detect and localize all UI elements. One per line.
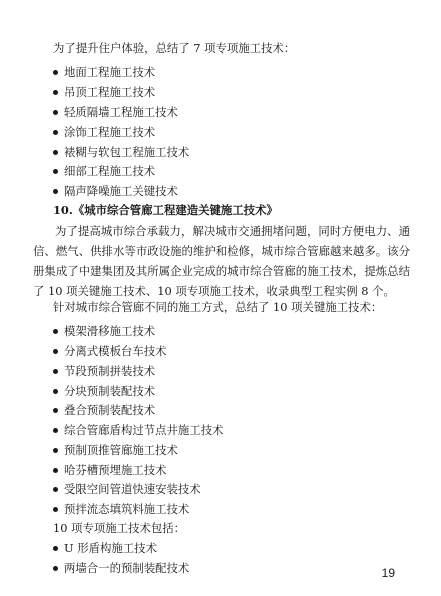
bullet-icon <box>53 130 58 135</box>
bullet-icon <box>53 408 58 413</box>
list-item: 叠合预制装配技术 <box>53 403 155 417</box>
list-item: 两墙合一的预制装配技术 <box>53 561 189 575</box>
bullet-icon <box>53 428 58 433</box>
bullet-icon <box>53 189 58 194</box>
bullet-icon <box>53 329 58 334</box>
bullet-icon <box>53 468 58 473</box>
bullet-icon <box>53 349 58 354</box>
bullet-icon <box>53 448 58 453</box>
list-item: 吊顶工程施工技术 <box>53 85 155 99</box>
list-item: 细部工程施工技术 <box>53 164 155 178</box>
bullet-icon <box>53 389 58 394</box>
list-item: 模架滑移施工技术 <box>53 324 155 338</box>
list-item: 受限空间管道快速安装技术 <box>53 482 201 496</box>
intro-line-2: 针对城市综合管廊不同的施工方式，总结了 10 项关键施工技术： <box>53 300 383 314</box>
bullet-icon <box>53 110 58 115</box>
list-item: 节段预制拼装技术 <box>53 364 155 378</box>
bullet-icon <box>53 70 58 75</box>
list-item: 预制顶推管廊施工技术 <box>53 443 178 457</box>
bullet-icon <box>53 507 58 512</box>
section-paragraph: 为了提高城市综合承载力，解决城市交通拥堵问题，同时方便电力、通信、燃气、供排水等市政设施的维护和检修，城市综合管廊越来越多。该分册集成了中建集团及其所属企业完成的城市综合管廊的施工技术，提炼总结了 10 项关键施工技术、10 项专项施工技术，收录典型工程实例 8 个。 <box>33 224 410 298</box>
bullet-icon <box>53 90 58 95</box>
list-item: 轻质隔墙工程施工技术 <box>53 105 178 119</box>
list-item: 涂饰工程施工技术 <box>53 125 155 139</box>
list-item: 裱糊与软包工程施工技术 <box>53 145 189 159</box>
bullet-icon <box>53 150 58 155</box>
list-item: 哈芬槽预埋施工技术 <box>53 463 167 477</box>
bullet-icon <box>53 546 58 551</box>
intro-line-1: 为了提升住户体验，总结了 7 项专项施工技术： <box>53 41 296 55</box>
intro-line-3: 10 项专项施工技术包括： <box>53 521 186 535</box>
list-item: U 形盾构施工技术 <box>53 541 157 555</box>
list-item: 地面工程施工技术 <box>53 65 155 79</box>
bullet-icon <box>53 369 58 374</box>
bullet-icon <box>53 566 58 571</box>
list-item: 预拌流态填筑料施工技术 <box>53 502 189 516</box>
list-item: 综合管廊盾构过节点井施工技术 <box>53 423 223 437</box>
bullet-icon <box>53 169 58 174</box>
list-item: 分离式模板台车技术 <box>53 344 167 358</box>
list-item: 隔声降噪施工关键技术 <box>53 184 178 198</box>
bullet-icon <box>53 487 58 492</box>
list-item: 分块预制装配技术 <box>53 384 155 398</box>
page-number: 19 <box>381 566 395 580</box>
section-heading: 10.《城市综合管廊工程建造关键施工技术》 <box>53 203 278 217</box>
